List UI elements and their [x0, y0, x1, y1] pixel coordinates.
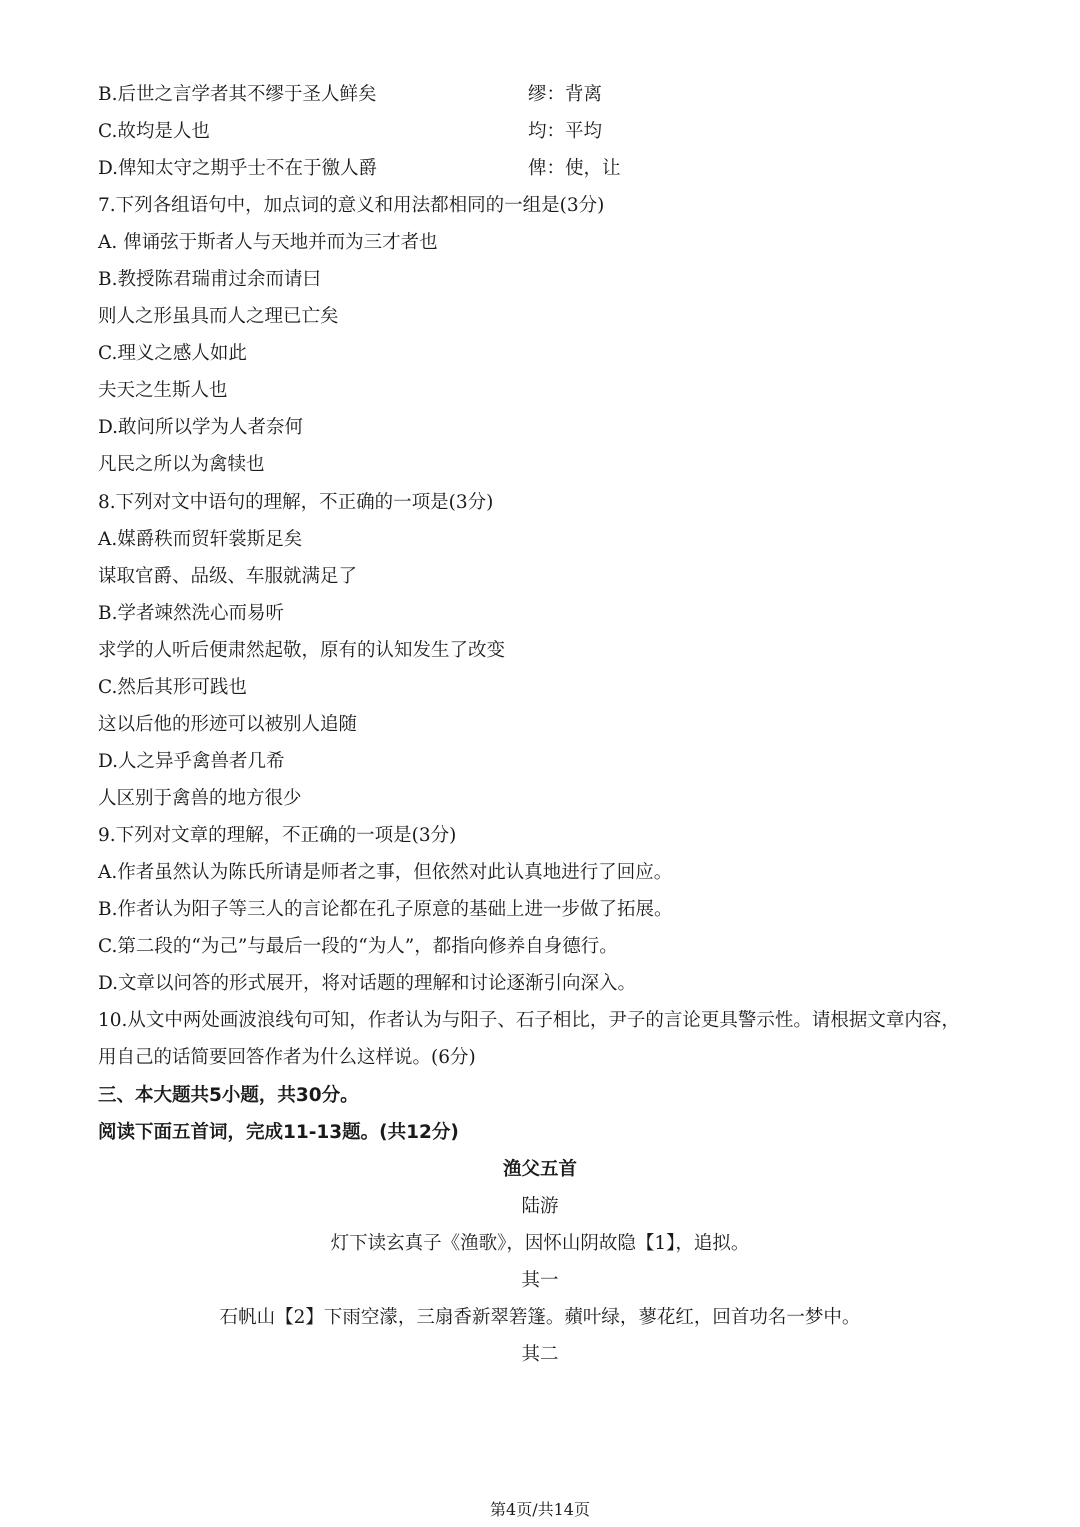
option-7d: D.敢问所以学为人者奈何 [98, 417, 304, 438]
option-9d: D.文章以问答的形式展开，将对话题的理解和讨论逐渐引向深入。 [98, 973, 637, 994]
option-6b: B.后世之言学者其不缪于圣人鲜矣 缪：背离 [98, 82, 376, 108]
option-7c-2: 夫天之生斯人也 [98, 380, 228, 401]
question-10-2: 用自己的话简要回答作者为什么这样说。(6分) [98, 1047, 476, 1068]
option-7b: B.教授陈君瑞甫过余而请曰 [98, 269, 321, 290]
option-9c: C.第二段的“为己”与最后一段的“为人”，都指向修养自身德行。 [98, 936, 618, 957]
option-9a: A.作者虽然认为陈氏所请是师者之事，但依然对此认真地进行了回应。 [98, 862, 673, 883]
option-8c: C.然后其形可践也 [98, 677, 247, 698]
option-8b-2: 求学的人听后便肃然起敬，原有的认知发生了改变 [98, 640, 506, 661]
question-9: 9.下列对文章的理解，不正确的一项是(3分) [98, 825, 457, 846]
gloss-6c: 均：平均 [528, 121, 603, 142]
question-7: 7.下列各组语句中，加点词的意义和用法都相同的一组是(3分) [98, 195, 605, 216]
option-8d: D.人之异乎禽兽者几希 [98, 751, 285, 772]
poem-part2-heading: 其二 [521, 1344, 559, 1365]
section-header: 三、本大题共5小题，共30分。 [98, 1085, 359, 1106]
option-6c: C.故均是人也 均：平均 [98, 119, 210, 145]
question-10: 10.从文中两处画波浪线句可知，作者认为与阳子、石子相比，尹子的言论更具警示性。请根据文章内容， [98, 1010, 960, 1031]
poem-part1-text: 石帆山【2】下雨空濛，三扇香新翠箬篷。蘋叶绿，蓼花红，回首功名一梦中。 [219, 1307, 861, 1328]
option-7b-2: 则人之形虽具而人之理已亡矣 [98, 306, 339, 327]
gloss-6b: 缪：背离 [528, 84, 603, 105]
reading-instruction: 阅读下面五首词，完成11-13题。(共12分) [98, 1122, 459, 1143]
option-7c: C.理义之感人如此 [98, 343, 247, 364]
question-8: 8.下列对文中语句的理解，不正确的一项是(3分) [98, 492, 494, 513]
option-8c-2: 这以后他的形迹可以被别人追随 [98, 714, 358, 735]
poem-author: 陆游 [521, 1196, 559, 1217]
option-9b: B.作者认为阳子等三人的言论都在孔子原意的基础上进一步做了拓展。 [98, 899, 673, 920]
page-footer: 第4页/共14页 [490, 1500, 590, 1519]
poem-title: 渔父五首 [502, 1159, 577, 1180]
option-7d-2: 凡民之所以为禽犊也 [98, 454, 265, 475]
poem-preface: 灯下读玄真子《渔歌》，因怀山阴故隐【1】，追拟。 [330, 1233, 750, 1254]
gloss-6d: 俾：使，让 [528, 158, 621, 179]
option-8a-2: 谋取官爵、品级、车服就满足了 [98, 566, 358, 587]
option-6d: D.俾知太守之期乎士不在于徼人爵 俾：使，让 [98, 156, 377, 182]
option-8a: A.媒爵秩而贸轩裳斯足矣 [98, 529, 303, 550]
option-7a: A. 俾诵弦于斯者人与天地并而为三才者也 [98, 232, 438, 253]
poem-part1-heading: 其一 [521, 1270, 559, 1291]
option-8d-2: 人区别于禽兽的地方很少 [98, 788, 302, 809]
option-8b: B.学者竦然洗心而易听 [98, 603, 284, 624]
